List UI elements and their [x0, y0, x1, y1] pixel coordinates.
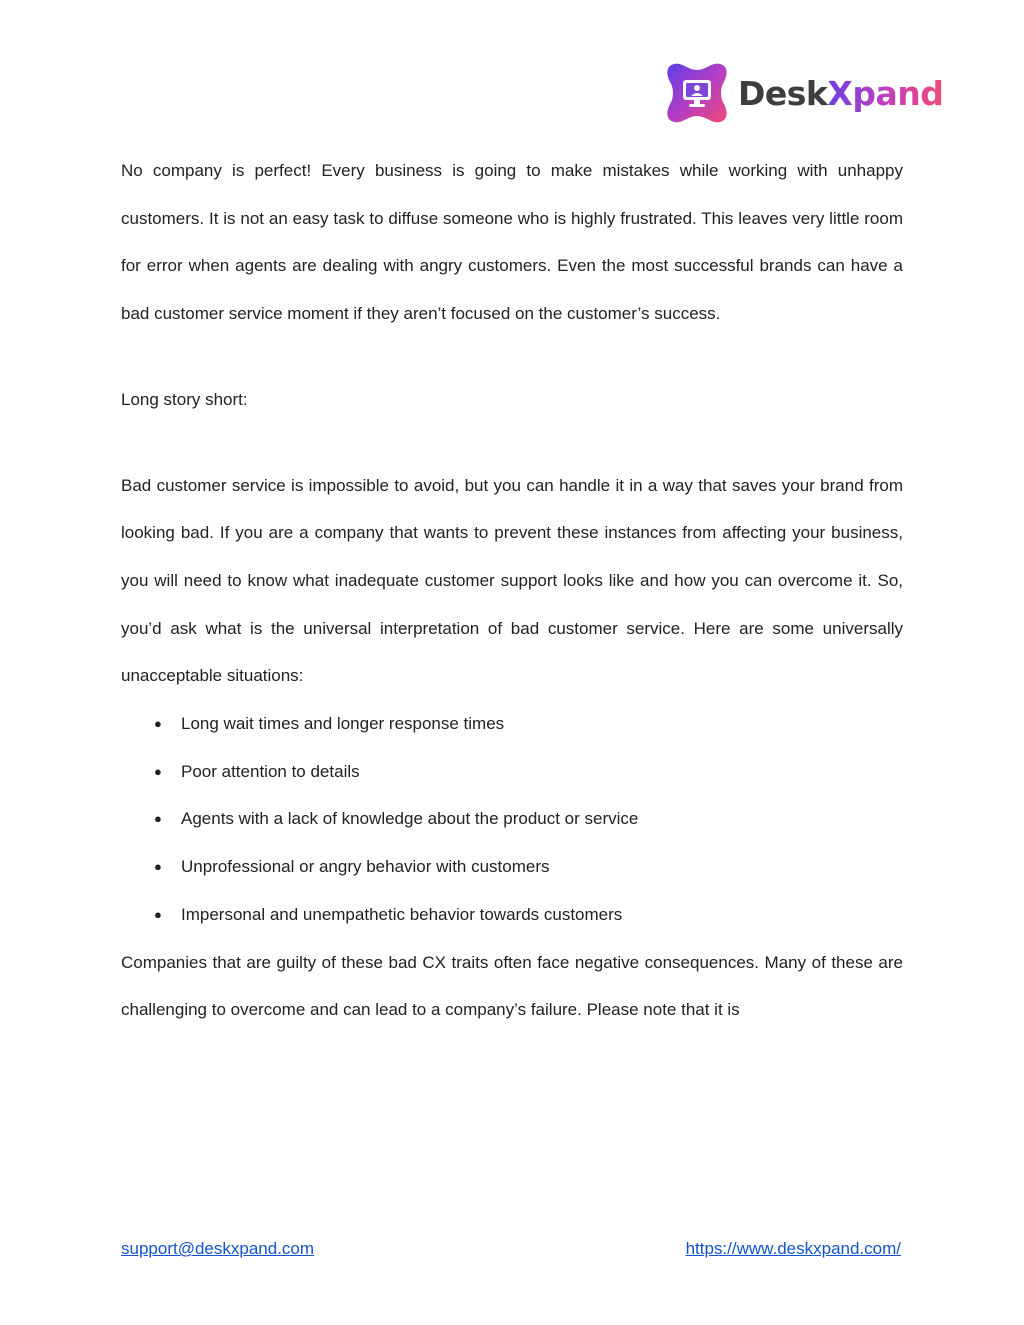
website-link[interactable]: https://www.deskxpand.com/ [685, 1239, 901, 1258]
list-item [121, 843, 903, 891]
brand-logo [664, 60, 943, 126]
list-item [121, 891, 903, 939]
brand-wordmark [738, 73, 944, 113]
bullet-icon: ● [154, 763, 162, 779]
bullet-icon: ● [154, 906, 162, 922]
list-item [121, 748, 903, 796]
bullet-icon: ● [154, 859, 162, 875]
bad-service-paragraph: Bad customer service is impossible to avoid, but you can handle it in a way that saves your brand from looking bad. If you are a company that wants to prevent these instances from affecting your business, you will need to know what inadequate customer support looks like and how you can overcome it. So, you’d ask what is the universal interpretation of bad customer service. Here are some universally unacceptable situations: [121, 475, 903, 686]
deskxpand-logo-icon [664, 60, 730, 126]
list-item [121, 700, 903, 748]
list-item-text: Agents with a lack of knowledge about the product or service [181, 809, 639, 829]
long-story-short-line: Long story short: [121, 389, 248, 409]
list-item-text: Long wait times and longer response times [181, 714, 505, 734]
intro-paragraph: No company is perfect! Every business is going to make mistakes while working with unhappy customers. It is not an easy task to diffuse someone who is highly frustrated. This leaves very little room for error when agents are dealing with angry customers. Even the most successful brands can have a bad customer service moment if they aren’t focused on the customer’s success. [121, 161, 903, 324]
consequences-paragraph: Companies that are guilty of these bad CX traits often face negative consequences. Many of these are challenging to overcome and can lead to a company’s failure. Please note that it is [121, 952, 903, 1020]
page-footer [121, 1239, 901, 1259]
list-item-text: Impersonal and unempathetic behavior towards customers [181, 904, 623, 924]
brand-wordmark-xpand: Xpand [827, 73, 944, 113]
unacceptable-situations-list [121, 700, 903, 939]
document-body [121, 147, 903, 1034]
bullet-icon: ● [154, 716, 162, 732]
brand-wordmark-desk: Desk [738, 73, 828, 113]
support-email-link[interactable]: support@deskxpand.com [121, 1239, 315, 1258]
list-item-text: Poor attention to details [181, 761, 360, 781]
list-item [121, 795, 903, 843]
list-item-text: Unprofessional or angry behavior with customers [181, 857, 550, 877]
bullet-icon: ● [154, 811, 162, 827]
